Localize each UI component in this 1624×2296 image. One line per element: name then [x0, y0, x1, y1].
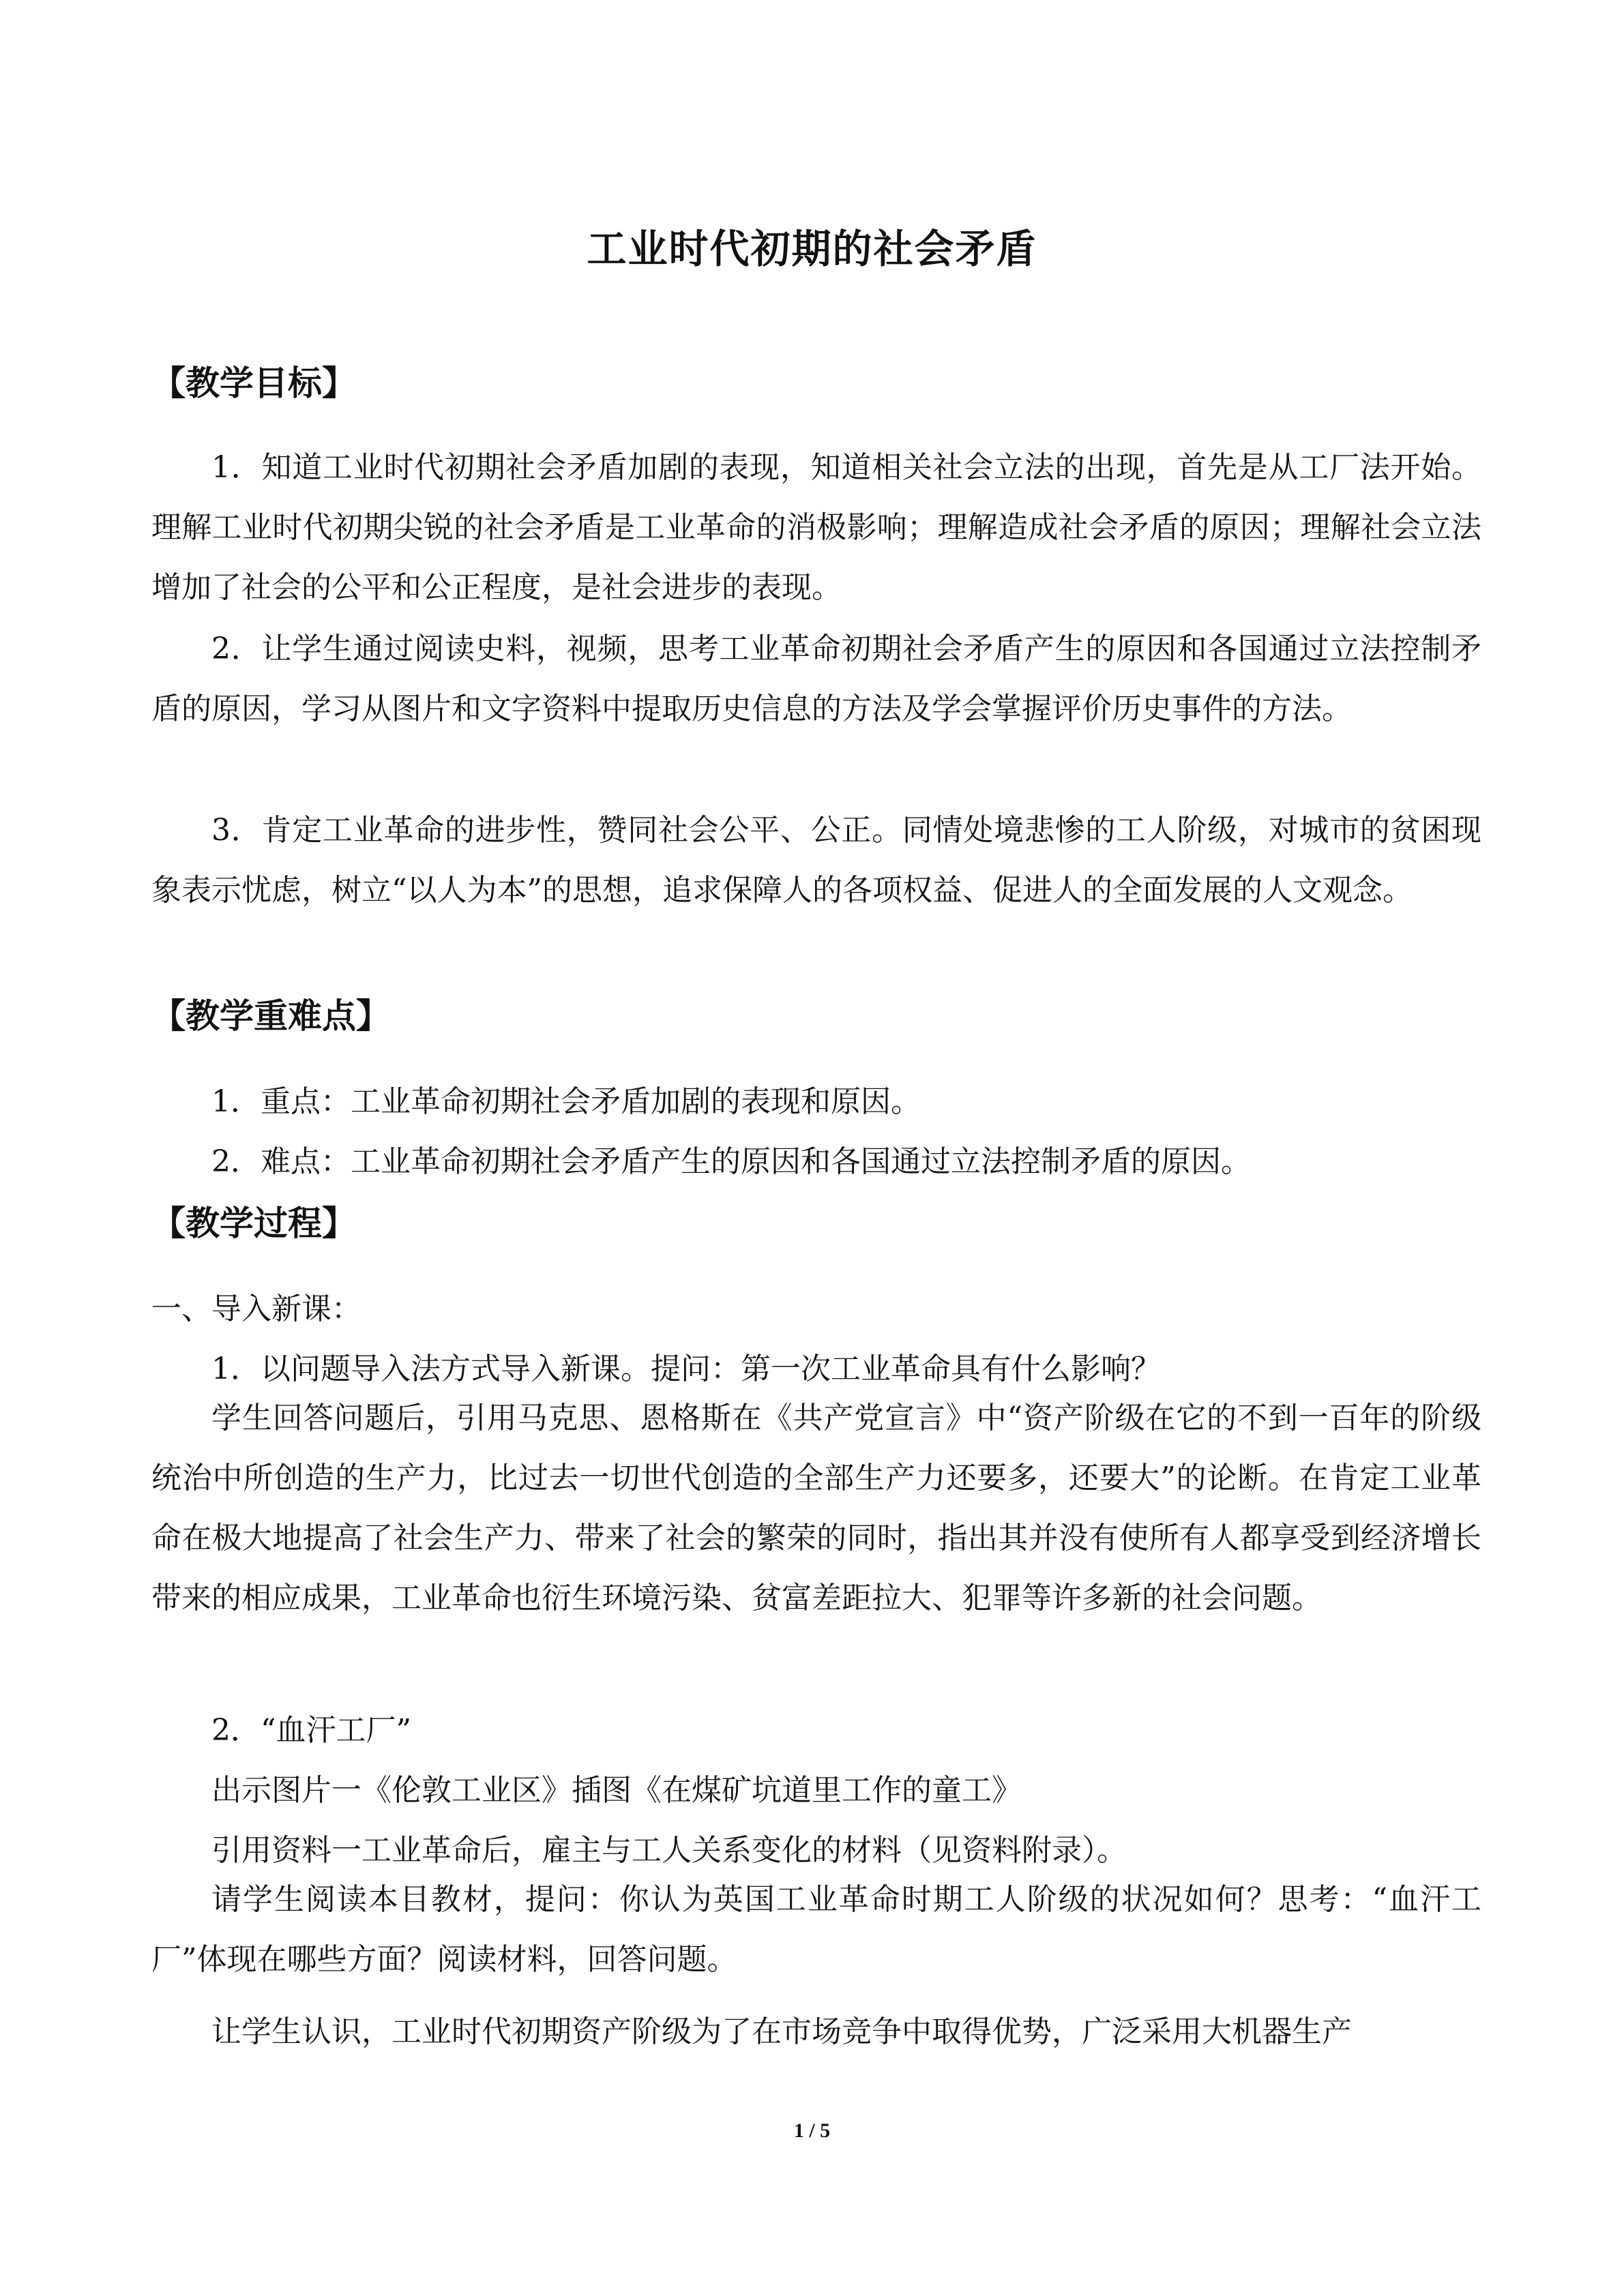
objectives-heading: 【教学目标】	[151, 363, 356, 403]
objective-item-1: 1．知道工业时代初期社会矛盾加剧的表现，知道相关社会立法的出现，首先是从工厂法开始。理解工业时代初期尖锐的社会矛盾是工业革命的消极影响；理解造成社会矛盾的原因；理解社会立法增加了社会的公平和公正程度，是社会进步的表现。	[151, 450, 1481, 605]
intro-label: 一、导入新课：	[151, 1292, 361, 1326]
key-points-heading: 【教学重难点】	[151, 996, 390, 1036]
cite-material-line: 引用资料一工业革命后，雇主与工人关系变化的材料（见资料附录）。	[211, 1833, 1127, 1868]
process-paragraph-2: 请学生阅读本目教材，提问：你认为英国工业革命时期工人阶级的状况如何？思考：“血汗工厂”体现在哪些方面？阅读材料，回答问题。	[151, 1882, 1481, 1977]
show-pictures-line: 出示图片一《伦敦工业区》插图《在煤矿坑道里工作的童工》	[211, 1773, 1022, 1808]
key-point-item-2: 2．难点：工业革命初期社会矛盾产生的原因和各国通过立法控制矛盾的原因。	[211, 1144, 1251, 1179]
process-heading: 【教学过程】	[151, 1204, 356, 1243]
process-step-2: 2．“血汗工厂”	[211, 1713, 411, 1748]
process-last-line: 让学生认识，工业时代初期资产阶级为了在市场竞争中取得优势，广泛采用大机器生产	[211, 2014, 1352, 2049]
key-point-item-1: 1．重点：工业革命初期社会矛盾加剧的表现和原因。	[211, 1084, 921, 1119]
objective-item-2: 2．让学生通过阅读史料，视频，思考工业革命初期社会矛盾产生的原因和各国通过立法控制矛盾的原因，学习从图片和文字资料中提取历史信息的方法及学会掌握评价历史事件的方法。	[151, 631, 1481, 726]
process-step-1: 1．以问题导入法方式导入新课。提问：第一次工业革命具有什么影响？	[211, 1352, 1161, 1386]
page-number: 1 / 5	[793, 2119, 831, 2142]
page-title: 工业时代初期的社会矛盾	[587, 226, 1037, 272]
process-paragraph-1: 学生回答问题后，引用马克思、恩格斯在《共产党宣言》中“资产阶级在它的不到一百年的阶级统治中所创造的生产力，比过去一切世代创造的全部生产力还要多，还要大”的论断。在肯定工业革命在极大地提高了社会生产力、带来了社会的繁荣的同时，指出其并没有使所有人都享受到经济增长带来的相应成果，工业革命也衍生环境污染、贫富差距拉大、犯罪等许多新的社会问题。	[151, 1401, 1481, 1615]
objective-item-3: 3．肯定工业革命的进步性，赞同社会公平、公正。同情处境悲惨的工人阶级，对城市的贫困现象表示忧虑，树立“以人为本”的思想，追求保障人的各项权益、促进人的全面发展的人文观念。	[151, 813, 1481, 908]
